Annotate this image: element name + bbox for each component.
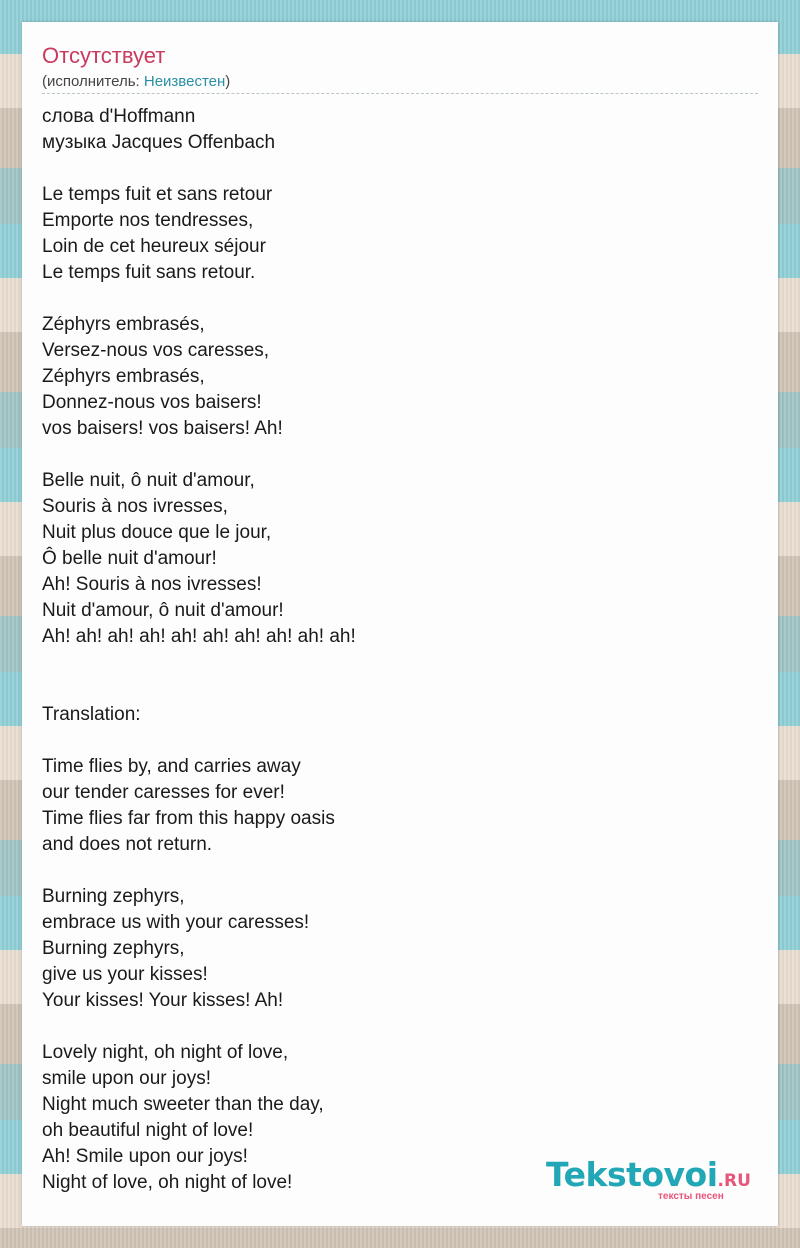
song-title: Отсутствует (42, 43, 166, 68)
lyric-line (42, 728, 758, 754)
lyric-line: Ô belle nuit d'amour! (42, 548, 217, 569)
lyric-line: Night of love, oh night of love! (42, 1172, 293, 1193)
performer-line (42, 72, 230, 92)
performer-prefix: (исполнитель: (42, 73, 144, 90)
lyric-line: give us your kisses! (42, 964, 208, 985)
lyric-line: Belle nuit, ô nuit d'amour, (42, 470, 255, 491)
lyric-line: Ah! Smile upon our joys! (42, 1146, 248, 1167)
performer-suffix: ) (225, 73, 231, 90)
lyric-line: Time flies far from this happy oasis (42, 808, 335, 829)
lyric-line: Versez-nous vos caresses, (42, 340, 270, 361)
lyric-line: Time flies by, and carries away (42, 756, 301, 777)
lyric-line: Burning zephyrs, (42, 886, 185, 907)
lyric-line (42, 442, 758, 468)
lyric-line: Emporte nos tendresses, (42, 210, 254, 231)
header-divider (42, 93, 758, 94)
lyrics-body (42, 104, 758, 1196)
logo-domain: .RU (717, 1171, 751, 1191)
lyric-line: Zéphyrs embrasés, (42, 366, 205, 387)
lyric-line: Ah! ah! ah! ah! ah! ah! ah! ah! ah! ah! (42, 626, 356, 647)
site-logo[interactable] (546, 1157, 776, 1207)
lyric-line (42, 858, 758, 884)
lyric-line: Your kisses! Your kisses! Ah! (42, 990, 284, 1011)
lyric-line: oh beautiful night of love! (42, 1120, 254, 1141)
lyric-line: Burning zephyrs, (42, 938, 185, 959)
logo-main-text: Tekstovoi (546, 1155, 718, 1194)
lyric-line (42, 650, 758, 676)
lyric-line: Ah! Souris à nos ivresses! (42, 574, 262, 595)
lyric-line: embrace us with your caresses! (42, 912, 310, 933)
lyric-line (42, 286, 758, 312)
lyric-line: and does not return. (42, 834, 213, 855)
lyric-line: Le temps fuit et sans retour (42, 184, 273, 205)
lyric-line: Nuit d'amour, ô nuit d'amour! (42, 600, 284, 621)
lyric-line: Souris à nos ivresses, (42, 496, 228, 517)
lyric-line: Lovely night, oh night of love, (42, 1042, 289, 1063)
lyric-line: Donnez-nous vos baisers! (42, 392, 262, 413)
lyric-line: smile upon our joys! (42, 1068, 211, 1089)
lyric-line: Nuit plus douce que le jour, (42, 522, 272, 543)
lyric-line: Night much sweeter than the day, (42, 1094, 324, 1115)
lyric-line: музыка Jacques Offenbach (42, 132, 276, 153)
lyric-line: Zéphyrs embrasés, (42, 314, 205, 335)
lyric-line: слова d'Hoffmann (42, 106, 196, 127)
lyric-line: our tender caresses for ever! (42, 782, 285, 803)
lyric-line (42, 1014, 758, 1040)
performer-link[interactable]: Неизвестен (143, 73, 226, 90)
lyric-line: Translation: (42, 704, 141, 725)
logo-tagline: тексты песен (658, 1191, 724, 1202)
lyric-line: Le temps fuit sans retour. (42, 262, 256, 283)
lyric-line (42, 676, 758, 702)
lyric-line: Loin de cet heureux séjour (42, 236, 266, 257)
lyrics-card (22, 22, 778, 1226)
lyric-line: vos baisers! vos baisers! Ah! (42, 418, 283, 439)
lyric-line (42, 156, 758, 182)
